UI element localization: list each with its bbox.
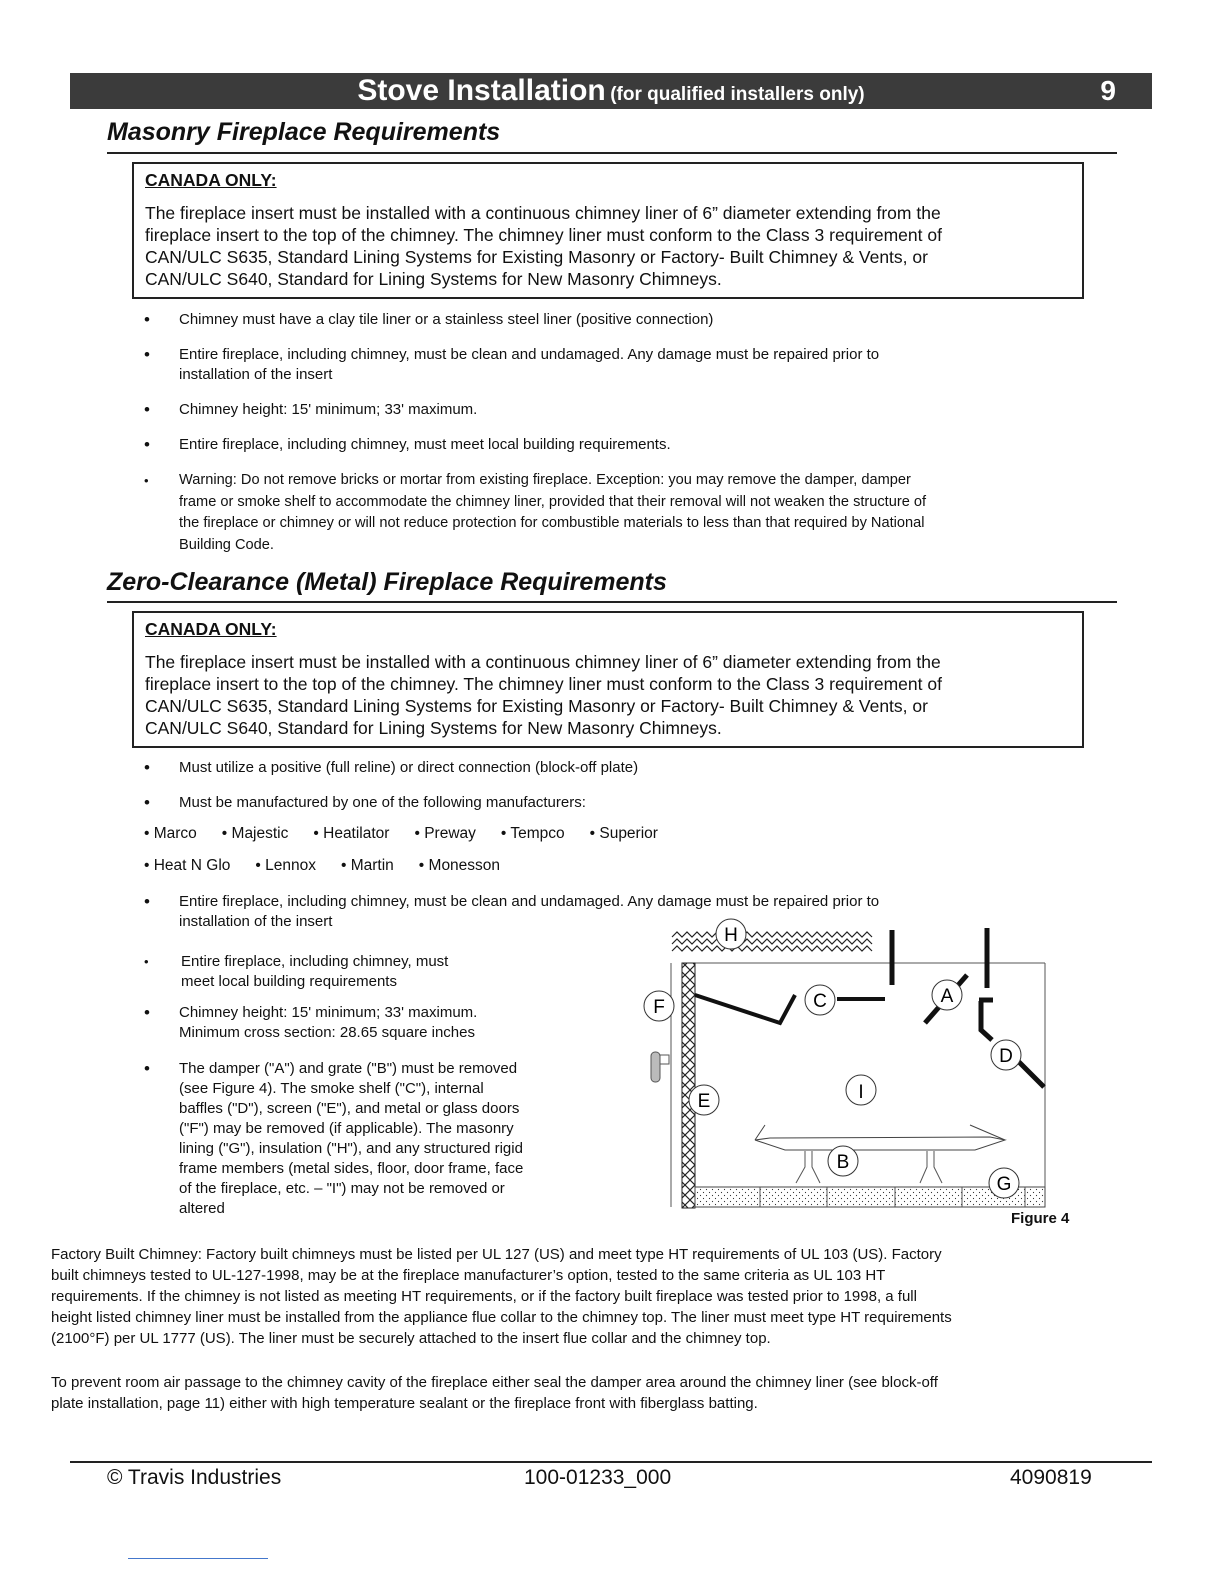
label-i: I <box>858 1082 864 1103</box>
header-title-wrap <box>70 73 1152 114</box>
manufacturer-item: • Heatilator <box>313 825 390 842</box>
paragraph-line: built chimneys tested to UL-127-1998, may be at the fireplace manufacturer’s option, tested to the same criteria as UL 103 HT <box>51 1267 886 1284</box>
bullet-line: of the fireplace, etc. – "I") may not be removed or <box>179 1180 505 1197</box>
bullet-dot: • <box>144 345 150 364</box>
manufacturer-item: • Heat N Glo <box>144 857 231 874</box>
grate-leg <box>920 1151 942 1183</box>
footer-divider <box>70 1461 1152 1463</box>
section-divider <box>107 601 1117 603</box>
bullet-line: Building Code. <box>179 536 274 553</box>
manufacturer-item: • Superior <box>589 825 658 842</box>
smoke-shelf <box>695 995 795 1023</box>
zero-clearance-canada-notice <box>132 611 1084 748</box>
bullet-text <box>179 758 638 778</box>
bullet-line: Chimney height: 15' minimum; 33' maximum. <box>179 1004 478 1021</box>
notice-heading: CANADA ONLY: <box>145 619 277 639</box>
bullet-line: Warning: Do not remove bricks or mortar from existing fireplace. Exception: you may remove the damper, damper <box>179 472 911 488</box>
bullet-dot: • <box>144 310 150 329</box>
bullet-text <box>179 793 586 813</box>
section-divider <box>107 152 1117 154</box>
paragraph-line: plate installation, page 11) either with high temperature sealant or the fireplace front with fiberglass batting. <box>51 1395 758 1412</box>
figure-labels <box>644 919 1021 1198</box>
manufacturer-item: • Marco <box>144 825 197 842</box>
bullet-line: Entire fireplace, including chimney, must be clean and undamaged. Any damage must be repaired prior to <box>179 893 880 910</box>
bullet-text <box>179 470 926 556</box>
notice-line: CAN/ULC S635, Standard Lining Systems for Existing Masonry or Factory- Built Chimney & Vents, or <box>145 247 928 267</box>
bullet-dot: • <box>144 1003 150 1022</box>
bullet-dot: • <box>144 758 150 777</box>
manufacturer-list-row-2 <box>144 857 525 875</box>
label-d: D <box>999 1046 1013 1067</box>
footer-doc-code: 4090819 <box>1010 1466 1092 1489</box>
bullet-line: Entire fireplace, including chimney, must be clean and undamaged. Any damage must be repaired prior to <box>179 346 880 363</box>
bullet-text <box>179 1003 477 1043</box>
factory-built-chimney-paragraph <box>51 1244 1171 1349</box>
door-hinge <box>660 1055 669 1064</box>
link-underline <box>128 1558 268 1559</box>
bullet-dot: • <box>144 1059 150 1078</box>
insulation-hatch <box>672 932 872 951</box>
bullet-line: the fireplace or chimney or will not reduce protection for combustible materials to less than that required by National <box>179 515 925 531</box>
room-air-paragraph <box>51 1372 1171 1414</box>
paragraph-line: requirements. If the chimney is not listed as meeting HT requirements, or if the factory built fireplace was tested prior to 1998, a full <box>51 1288 917 1305</box>
bullet-dot: • <box>144 435 150 454</box>
notice-body <box>145 202 1070 290</box>
notice-line: The fireplace insert must be installed with a continuous chimney liner of 6” diameter extending from the <box>145 652 941 672</box>
bullet-dot: • <box>144 892 150 911</box>
bullet-line: ("F") may be removed (if applicable). The masonry <box>179 1120 514 1137</box>
label-h: H <box>724 925 738 946</box>
bullet-dot: • <box>144 400 150 419</box>
paragraph-line: (2100°F) per UL 1777 (US). The liner must be securely attached to the insert flue collar and the chimney top. <box>51 1330 771 1347</box>
page-header <box>70 73 1152 109</box>
notice-line: fireplace insert to the top of the chimney. The chimney liner must conform to the Class 3 requirement of <box>145 674 942 694</box>
masonry-canada-notice <box>132 162 1084 299</box>
paragraph-line: Factory Built Chimney: Factory built chimneys must be listed per UL 127 (US) and meet type HT requirements of UL 103 (US). Factory <box>51 1246 942 1263</box>
bullet-text <box>179 400 477 420</box>
baffle <box>1018 1061 1044 1087</box>
bullet-line: Entire fireplace, including chimney, must <box>181 953 449 970</box>
bullet-text <box>179 310 713 330</box>
bullet-text <box>179 435 671 455</box>
masonry-side-wall <box>682 963 695 1208</box>
notice-line: CAN/ULC S640, Standard for Lining Systems for New Masonry Chimneys. <box>145 718 722 738</box>
label-g: G <box>996 1174 1012 1195</box>
bullet-line: Minimum cross section: 28.65 square inches <box>179 1024 475 1041</box>
zero-clearance-section-title: Zero-Clearance (Metal) Fireplace Requirements <box>107 568 667 596</box>
label-b: B <box>836 1152 850 1173</box>
door-handle <box>651 1052 660 1082</box>
footer-copyright: © Travis Industries <box>107 1466 282 1489</box>
label-c: C <box>813 991 827 1012</box>
bullet-dot: • <box>144 954 149 969</box>
bullet-line: Must utilize a positive (full reline) or direct connection (block-off plate) <box>179 759 639 776</box>
bullet-line: baffles ("D"), screen ("E"), and metal or glass doors <box>179 1100 520 1117</box>
bullet-text <box>179 1059 523 1219</box>
notice-line: CAN/ULC S640, Standard for Lining Systems for New Masonry Chimneys. <box>145 269 722 289</box>
bullet-dot: • <box>144 793 150 812</box>
notice-body <box>145 651 1070 739</box>
bullet-text <box>179 345 879 385</box>
bullet-line: Entire fireplace, including chimney, must meet local building requirements. <box>179 436 671 453</box>
damper-frame <box>979 1000 993 1040</box>
bullet-dot: • <box>144 473 149 488</box>
bullet-line: Must be manufactured by one of the following manufacturers: <box>179 794 586 811</box>
figure-caption: Figure 4 <box>1011 1210 1070 1227</box>
bullet-line: meet local building requirements <box>181 973 397 990</box>
header-title: Stove Installation <box>357 74 606 107</box>
bullet-line: (see Figure 4). The smoke shelf ("C"), internal <box>179 1080 484 1097</box>
bullet-line: Chimney must have a clay tile liner or a stainless steel liner (positive connection) <box>179 311 714 328</box>
bullet-text <box>181 952 448 992</box>
grate-tray <box>755 1137 1005 1150</box>
label-e: E <box>697 1091 711 1112</box>
manufacturer-item: • Majestic <box>221 825 289 842</box>
notice-line: CAN/ULC S635, Standard Lining Systems for Existing Masonry or Factory- Built Chimney & Vents, or <box>145 696 928 716</box>
bullet-line: altered <box>179 1200 225 1217</box>
page-number: 9 <box>1100 75 1116 106</box>
paragraph-line: height listed chimney liner must be installed from the appliance flue collar to the chimney top. The liner must meet type HT requirements <box>51 1309 952 1326</box>
manufacturer-item: • Martin <box>341 857 394 874</box>
bullet-line: lining ("G"), insulation ("H"), and any structured rigid <box>179 1140 523 1157</box>
manufacturer-item: • Tempco <box>500 825 565 842</box>
notice-line: The fireplace insert must be installed with a continuous chimney liner of 6” diameter extending from the <box>145 203 941 223</box>
notice-heading: CANADA ONLY: <box>145 170 277 190</box>
bullet-line: frame or smoke shelf to accommodate the chimney liner, provided that their removal will not weaken the structure of <box>179 493 927 510</box>
bullet-line: The damper ("A") and grate ("B") must be removed <box>179 1060 518 1077</box>
header-subtitle: (for qualified installers only) <box>610 84 865 105</box>
label-f: F <box>653 997 665 1018</box>
bullet-line: Chimney height: 15' minimum; 33' maximum. <box>179 401 478 418</box>
fireplace-diagram <box>630 915 1060 1215</box>
manufacturer-list-row-1 <box>144 825 683 843</box>
bullet-line: installation of the insert <box>179 913 333 930</box>
paragraph-line: To prevent room air passage to the chimney cavity of the fireplace either seal the damper area around the chimney liner (see block-off <box>51 1374 938 1391</box>
bullet-line: frame members (metal sides, floor, door frame, face <box>179 1160 524 1177</box>
grate-leg <box>796 1151 820 1183</box>
manufacturer-item: • Lennox <box>255 857 316 874</box>
manufacturer-item: • Monesson <box>418 857 501 874</box>
manufacturer-item: • Preway <box>414 825 476 842</box>
bullet-line: installation of the insert <box>179 366 333 383</box>
footer-part-number: 100-01233_000 <box>524 1466 672 1489</box>
label-a: A <box>940 986 954 1007</box>
notice-line: fireplace insert to the top of the chimney. The chimney liner must conform to the Class 3 requirement of <box>145 225 942 245</box>
masonry-section-title: Masonry Fireplace Requirements <box>107 118 501 146</box>
